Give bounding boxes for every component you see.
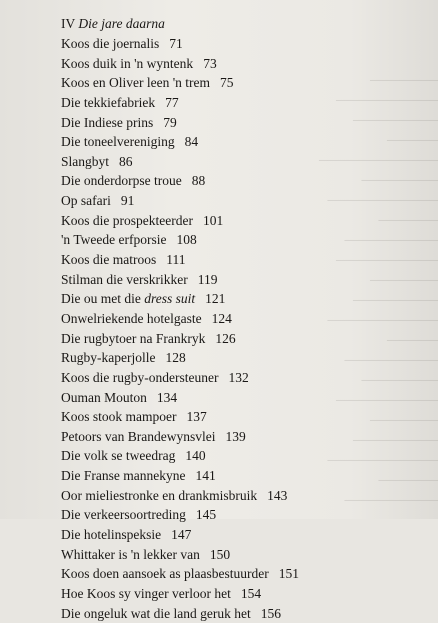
toc-entry-title: Koos doen aansoek as plaasbestuurder bbox=[61, 566, 269, 582]
toc-entry bbox=[61, 152, 431, 172]
toc-entry-title: Rugby-kaperjolle bbox=[61, 350, 156, 366]
toc-entry-title: Hoe Koos sy vinger verloor het bbox=[61, 585, 231, 601]
toc-entry-title: Die rugbytoer na Frankryk bbox=[61, 330, 206, 346]
toc-entry-title: Koos die joernalis bbox=[61, 36, 160, 51]
section-heading bbox=[61, 14, 431, 34]
toc-entry bbox=[61, 564, 431, 584]
toc-entry-title: Whittaker is 'n lekker van bbox=[61, 546, 200, 562]
toc-entry-page-number: 137 bbox=[186, 409, 207, 425]
section-name: Die jare daarna bbox=[78, 16, 165, 31]
toc-entry-page-number: 88 bbox=[191, 173, 206, 189]
toc-entry-page-number: 84 bbox=[184, 134, 199, 150]
toc-entry bbox=[61, 270, 431, 290]
toc-entry-title: Die hotelinspeksie bbox=[61, 527, 162, 543]
toc-entry-page-number: 150 bbox=[209, 546, 231, 562]
toc-entry-page-number: 156 bbox=[260, 605, 281, 621]
toc-entry-title: Koos die matroos bbox=[61, 252, 157, 268]
toc-entry-page-number: 79 bbox=[163, 114, 177, 130]
toc-entry-title: Die onderdorpse troue bbox=[61, 173, 182, 189]
toc-entry-page-number: 128 bbox=[165, 350, 186, 366]
toc-entry bbox=[61, 54, 431, 74]
toc-entry bbox=[61, 505, 431, 525]
toc-entry bbox=[61, 289, 431, 309]
toc-entry-title: Oor mieliestronke en drankmisbruik bbox=[61, 487, 258, 503]
toc-entry-page-number: 71 bbox=[169, 36, 183, 51]
toc-entry-page-number: 111 bbox=[166, 252, 186, 268]
toc-entry bbox=[61, 545, 431, 565]
toc-entry bbox=[61, 525, 431, 545]
toc-entry bbox=[61, 191, 431, 211]
toc-entry-title: Stilman die verskrikker bbox=[61, 271, 188, 287]
toc-entry-title: Koos en Oliver leen 'n trem bbox=[61, 75, 211, 91]
toc-entry bbox=[61, 388, 431, 408]
toc-entry-page-number: 124 bbox=[211, 310, 232, 326]
toc-entry-page-number: 126 bbox=[215, 330, 236, 346]
toc-entry-page-number: 139 bbox=[225, 428, 246, 444]
toc-entry bbox=[61, 73, 431, 93]
toc-entry-title: Die Franse mannekyne bbox=[61, 468, 186, 484]
toc-entry-title: Slangbyt bbox=[61, 153, 110, 169]
toc-entry bbox=[61, 132, 431, 152]
toc-entry-title: Koos stook mampoer bbox=[61, 409, 177, 425]
toc-entry-title-italic: dress suit bbox=[144, 291, 196, 307]
toc-entry bbox=[61, 230, 431, 250]
table-of-contents bbox=[61, 14, 431, 623]
toc-entry-page-number: 147 bbox=[171, 527, 192, 543]
toc-entry-page-number: 132 bbox=[228, 369, 249, 385]
toc-entry bbox=[61, 309, 431, 329]
show-through-texture: ──────── ──────────── ────────── ────── ────────────── ───────── ───────────── ─────── ─────────── ──────────── ──────── ────────── ───────────── ────── ─────────── ───────── ──────────── ──────── ────────── ───────────── ─────── ─────────── bbox=[318, 73, 438, 507]
toc-entry bbox=[61, 466, 431, 486]
toc-entry bbox=[61, 113, 431, 133]
toc-entry-page-number: 145 bbox=[195, 507, 217, 523]
toc-entry-page-number: 75 bbox=[220, 75, 234, 91]
toc-entry-page-number: 121 bbox=[205, 291, 226, 307]
toc-entry bbox=[61, 407, 431, 427]
toc-entry-title: Die toneelvereniging bbox=[61, 134, 175, 150]
toc-entry bbox=[61, 427, 431, 447]
toc-entry bbox=[61, 584, 431, 604]
toc-entry-page-number: 77 bbox=[165, 94, 179, 110]
toc-entry bbox=[61, 368, 431, 388]
toc-entry bbox=[61, 93, 431, 113]
toc-entry-title: Koos duik in 'n wyntenk bbox=[61, 55, 194, 71]
toc-entry-title: Koos die rugby-ondersteuner bbox=[61, 369, 219, 385]
toc-entry-title: Onwelriekende hotelgaste bbox=[61, 310, 202, 326]
toc-entry bbox=[61, 250, 431, 270]
toc-entry-page-number: 73 bbox=[203, 55, 217, 71]
toc-entry-page-number: 143 bbox=[267, 487, 288, 503]
toc-entry-title: 'n Tweede erfporsie bbox=[61, 232, 167, 248]
toc-entry-page-number: 91 bbox=[120, 193, 135, 209]
toc-entry-page-number: 119 bbox=[197, 271, 218, 287]
toc-entries bbox=[61, 34, 431, 623]
toc-entry-title: Die verkeersoortreding bbox=[61, 507, 186, 523]
toc-entry bbox=[61, 604, 431, 623]
toc-entry-title: Op safari bbox=[61, 193, 111, 209]
toc-entry-title: Koos die prospekteerder bbox=[61, 212, 193, 228]
toc-entry bbox=[61, 34, 431, 54]
toc-entry-page-number: 108 bbox=[176, 232, 197, 248]
toc-entry-title: Ouman Mouton bbox=[61, 389, 147, 405]
toc-entry-title: Petoors van Brandewynsvlei bbox=[61, 428, 216, 444]
toc-entry-page-number: 154 bbox=[240, 585, 262, 601]
toc-entry-title: Die tekkiefabriek bbox=[61, 94, 156, 110]
toc-entry bbox=[61, 486, 431, 506]
toc-entry bbox=[61, 446, 431, 466]
toc-entry bbox=[61, 329, 431, 349]
toc-entry-page-number: 134 bbox=[156, 389, 178, 405]
toc-entry-page-number: 140 bbox=[185, 448, 206, 464]
toc-entry-title: Die Indiese prins bbox=[61, 114, 154, 130]
toc-entry-page-number: 151 bbox=[278, 566, 299, 582]
toc-entry-page-number: 101 bbox=[202, 212, 224, 228]
toc-entry bbox=[61, 348, 431, 368]
section-numeral: IV bbox=[61, 16, 76, 31]
toc-entry-page-number: 86 bbox=[119, 153, 133, 169]
toc-entry bbox=[61, 171, 431, 191]
toc-entry-title: Die volk se tweedrag bbox=[61, 448, 176, 464]
toc-entry bbox=[61, 211, 431, 231]
toc-entry-title: Die ongeluk wat die land geruk het bbox=[61, 605, 251, 621]
toc-entry-title: Die ou met die bbox=[61, 291, 145, 307]
toc-entry-page-number: 141 bbox=[195, 468, 216, 484]
